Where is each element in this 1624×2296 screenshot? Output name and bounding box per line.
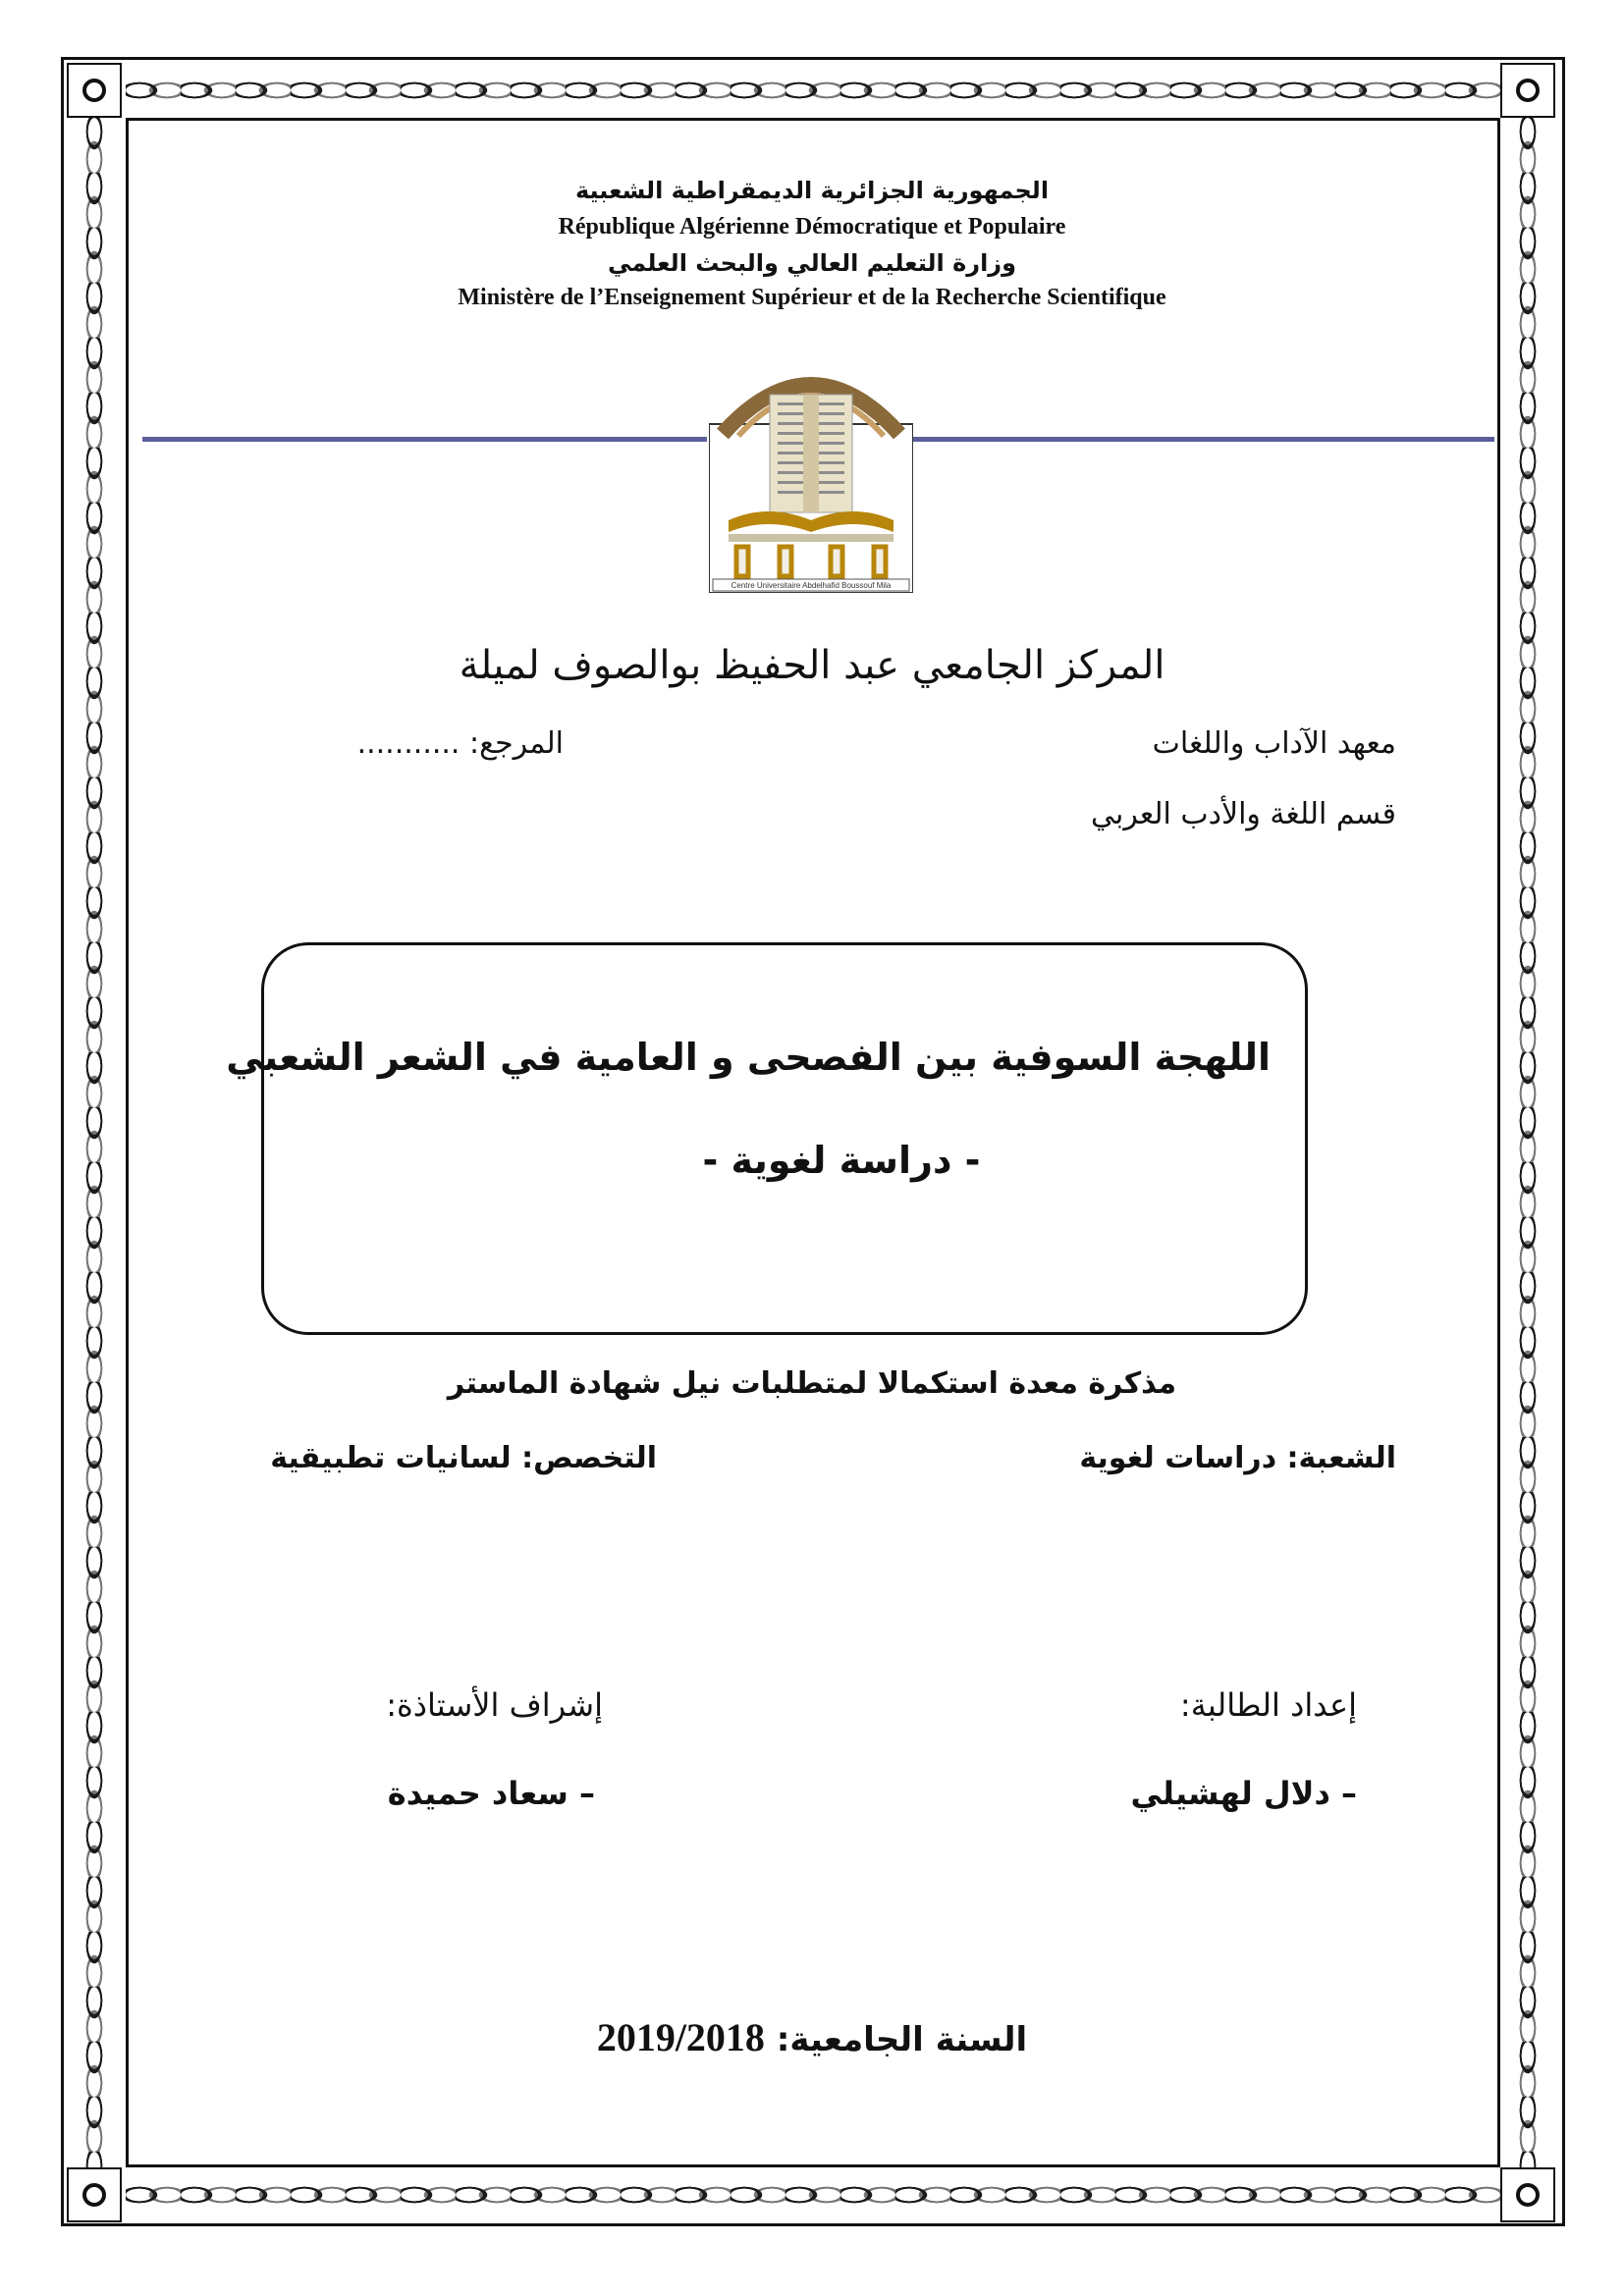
university-building-logo-icon [709,346,913,593]
header-rule-right [913,437,1494,442]
academic-year-label: السنة الجامعية: [776,2020,1028,2059]
supervised-by-label: إشراف الأستاذة: [386,1686,603,1724]
institute-name: معهد الآداب واللغات [1152,726,1396,761]
corner-ornament-icon [67,2167,122,2222]
republic-french: République Algérienne Démocratique et Populaire [558,214,1066,240]
corner-ornament-icon [67,63,122,118]
supervisor-name: – سعاد حميدة [387,1775,595,1812]
academic-year-value: 2019/2018 [596,2015,765,2059]
decorative-border-top [126,63,1500,118]
corner-ornament-icon [1500,63,1555,118]
republic-arabic: الجمهورية الجزائرية الديمقراطية الشعبية [574,177,1050,204]
prepared-by-label: إعداد الطالبة: [1179,1686,1357,1724]
header-rule-left [142,437,707,442]
branch-field: الشعبة: دراسات لغوية [1079,1441,1396,1475]
logo-caption: Centre Universitaire Abdelhafid Boussouf Mila [731,581,892,590]
corner-ornament-icon [1500,2167,1555,2222]
student-name: – دلال لهشيلي [1130,1775,1357,1812]
center-name: المركز الجامعي عبد الحفيظ بوالصوف لميلة [459,643,1165,688]
department-name: قسم اللغة والأدب العربي [1090,797,1396,831]
thesis-title: اللهجة السوفية بين الفصحى و العامية في الشعر الشعبي [226,1036,1271,1079]
ministry-arabic: وزارة التعليم العالي والبحث العلمي [607,249,1017,277]
academic-year [0,2014,1624,2060]
ministry-french: Ministère de l’Enseignement Supérieur et de la Recherche Scientifique [458,285,1166,310]
reference-field: المرجع: ........... [356,726,564,761]
specialty-field: التخصص: لسانيات تطبيقية [270,1441,657,1475]
memo-statement: مذكرة معدة استكمالا لمتطلبات نيل شهادة الماستر [447,1366,1177,1401]
decorative-border-bottom [126,2167,1500,2222]
thesis-subtitle: - دراسة لغوية - [702,1139,981,1182]
